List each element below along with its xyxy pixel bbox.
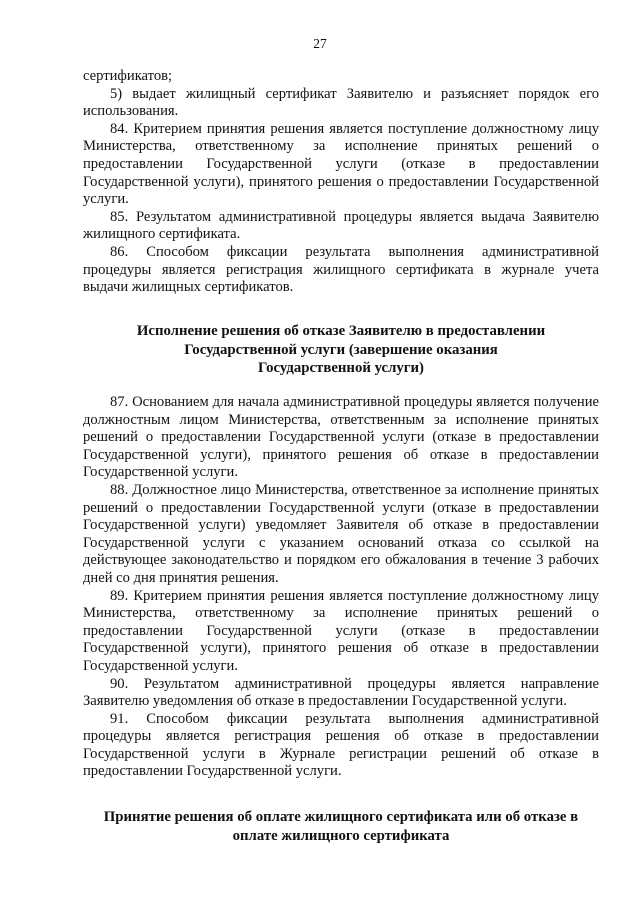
paragraph-item-5: 5) выдает жилищный сертификат Заявителю и разъясняет порядок его использования. xyxy=(83,85,599,120)
paragraph-continuation: сертификатов; xyxy=(83,68,173,84)
section-heading-2-line-2: оплате жилищного сертификата xyxy=(232,827,450,844)
paragraph-90: 90. Результатом административной процедуры является направление Заявителю уведомления об отказе в предоставлении Государственной услуги. xyxy=(83,675,599,710)
page-number: 27 xyxy=(313,36,327,51)
paragraph-91: 91. Способом фиксации результата выполнения административной процедуры является регистрация решения об отказе в предоставлении Государственной услуги в Журнале регистрации решений об отказе в предоставлении Государственной услуги. xyxy=(83,710,599,780)
paragraph-89: 89. Критерием принятия решения является поступление должностному лицу Министерства, ответственному за исполнение принятых решений о предоставлении Государственной услуги (отказе в предоставлении Государственной услуги), принятого решения об отказе в предоставлении Государственной услуги. xyxy=(83,587,599,674)
section-heading-2 xyxy=(83,808,599,845)
section-heading-1 xyxy=(83,322,599,378)
text-block-2 xyxy=(83,394,599,781)
section-heading-1-line-3: Государственной услуги) xyxy=(258,360,424,377)
section-heading-2-line-1: Принятие решения об оплате жилищного сертификата или об отказе в xyxy=(103,809,579,825)
paragraph-88: 88. Должностное лицо Министерства, ответственное за исполнение принятых решений о предоставлении Государственной услуги (отказе в предоставлении Государственной услуги) уведомляет Заявителя об отказе в предоставлении Государственной услуги с указанием оснований отказа со ссылкой на действующее законодательство и порядком его обжалования в течение 3 рабочих дней со дня принятия решения. xyxy=(83,481,599,586)
paragraph-84: 84. Критерием принятия решения является поступление должностному лицу Министерства, ответственному за исполнение принятых решений о предоставлении Государственной услуги (отказе в предоставлении Государственной услуги), принятого решения о предоставлении Государственной услуги. xyxy=(83,120,599,208)
paragraph-87: 87. Основанием для начала административной процедуры является получение должностным лицом Министерства, ответственным за исполнение принятых решений о предоставлении Государственной услуги (отказе в предоставлении Государственной услуги), принятого решения об отказе в предоставлении Государственной услуги. xyxy=(83,394,599,481)
paragraph-86: 86. Способом фиксации результата выполнения административной процедуры является регистрация жилищного сертификата в журнале учета выдачи жилищных сертификатов. xyxy=(83,243,599,296)
paragraph-85: 85. Результатом административной процедуры является выдача Заявителю жилищного сертификата. xyxy=(83,208,599,243)
text-block-1 xyxy=(83,68,599,297)
section-heading-1-line-2: Государственной услуги (завершение оказания xyxy=(184,341,498,358)
section-heading-1-line-1: Исполнение решения об отказе Заявителю в предоставлении xyxy=(136,323,546,339)
